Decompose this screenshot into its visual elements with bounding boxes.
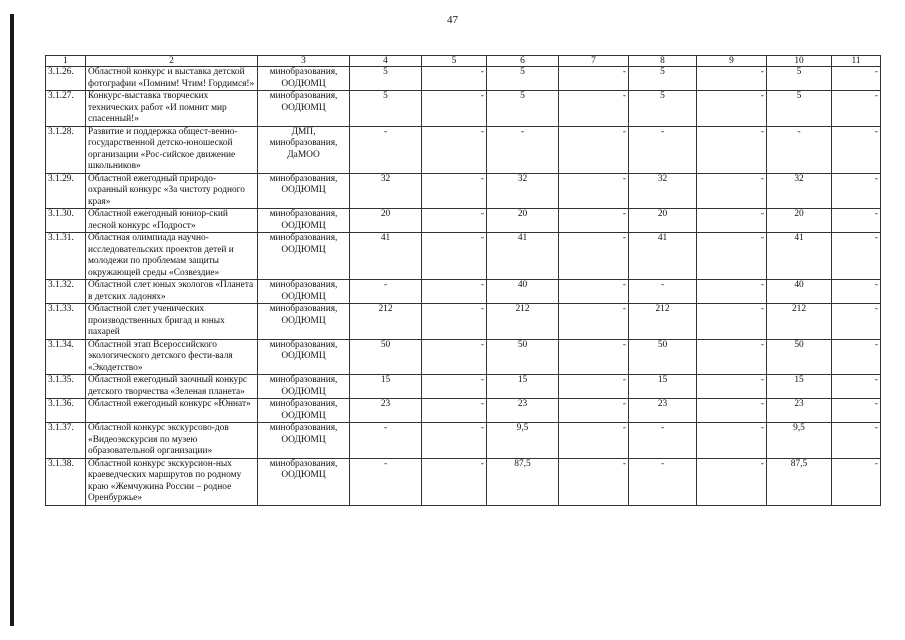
responsible-org: минобразования, ООДЮМЦ <box>258 399 350 423</box>
responsible-org: минобразования, ООДЮМЦ <box>258 304 350 340</box>
header-cell: 11 <box>832 56 881 67</box>
header-cell: 8 <box>629 56 697 67</box>
value-col-7: - <box>559 67 629 91</box>
value-col-4: 212 <box>350 304 422 340</box>
value-col-8: - <box>629 458 697 505</box>
responsible-org: минобразования, ООДЮМЦ <box>258 209 350 233</box>
value-col-4: - <box>350 423 422 459</box>
value-col-7: - <box>559 399 629 423</box>
row-number: 3.1.27. <box>46 91 86 127</box>
responsible-org: минобразования, ООДЮМЦ <box>258 233 350 280</box>
value-col-11: - <box>832 375 881 399</box>
event-name: Областной конкурс экскурсион-ных краеведческих маршрутов по родному краю «Жемчужина России – родное Оренбуржье» <box>86 458 258 505</box>
row-number: 3.1.37. <box>46 423 86 459</box>
value-col-8: 15 <box>629 375 697 399</box>
value-col-6: 41 <box>487 233 559 280</box>
value-col-4: 41 <box>350 233 422 280</box>
value-col-10: 20 <box>767 209 832 233</box>
value-col-7: - <box>559 173 629 209</box>
table-row <box>46 209 881 233</box>
value-col-6: 5 <box>487 91 559 127</box>
value-col-7: - <box>559 233 629 280</box>
value-col-9: - <box>697 304 767 340</box>
table-row <box>46 399 881 423</box>
value-col-11: - <box>832 339 881 375</box>
value-col-10: 41 <box>767 233 832 280</box>
value-col-5: - <box>422 458 487 505</box>
value-col-9: - <box>697 67 767 91</box>
value-col-5: - <box>422 91 487 127</box>
value-col-9: - <box>697 458 767 505</box>
value-col-11: - <box>832 67 881 91</box>
event-name: Областной ежегодный юниор-ский лесной конкурс «Подрост» <box>86 209 258 233</box>
value-col-6: 40 <box>487 280 559 304</box>
header-cell: 6 <box>487 56 559 67</box>
page-number: 47 <box>447 14 458 26</box>
table-row <box>46 173 881 209</box>
value-col-4: 23 <box>350 399 422 423</box>
value-col-6: 212 <box>487 304 559 340</box>
value-col-7: - <box>559 304 629 340</box>
value-col-8: - <box>629 126 697 173</box>
value-col-11: - <box>832 458 881 505</box>
value-col-9: - <box>697 423 767 459</box>
row-number: 3.1.36. <box>46 399 86 423</box>
value-col-11: - <box>832 173 881 209</box>
value-col-8: - <box>629 280 697 304</box>
event-name: Конкурс-выставка творческих технических работ «И помнит мир спасенный!» <box>86 91 258 127</box>
value-col-4: 15 <box>350 375 422 399</box>
value-col-6: 20 <box>487 209 559 233</box>
responsible-org: минобразования, ООДЮМЦ <box>258 280 350 304</box>
table-row <box>46 91 881 127</box>
value-col-7: - <box>559 339 629 375</box>
value-col-7: - <box>559 91 629 127</box>
responsible-org: минобразования, ООДЮМЦ <box>258 375 350 399</box>
value-col-7: - <box>559 458 629 505</box>
value-col-11: - <box>832 280 881 304</box>
value-col-9: - <box>697 91 767 127</box>
value-col-9: - <box>697 126 767 173</box>
value-col-8: 23 <box>629 399 697 423</box>
value-col-7: - <box>559 280 629 304</box>
value-col-6: 15 <box>487 375 559 399</box>
header-cell: 10 <box>767 56 832 67</box>
value-col-11: - <box>832 423 881 459</box>
value-col-5: - <box>422 280 487 304</box>
value-col-5: - <box>422 209 487 233</box>
table-body <box>46 56 881 506</box>
value-col-5: - <box>422 304 487 340</box>
value-col-5: - <box>422 67 487 91</box>
value-col-10: 32 <box>767 173 832 209</box>
value-col-11: - <box>832 209 881 233</box>
table-row <box>46 458 881 505</box>
value-col-9: - <box>697 233 767 280</box>
event-name: Областной конкурс и выставка детской фотографии «Помним! Чтим! Гордимся!» <box>86 67 258 91</box>
value-col-6: 32 <box>487 173 559 209</box>
row-number: 3.1.33. <box>46 304 86 340</box>
value-col-7: - <box>559 423 629 459</box>
value-col-11: - <box>832 126 881 173</box>
value-col-8: 5 <box>629 67 697 91</box>
value-col-5: - <box>422 339 487 375</box>
event-name: Областной слет ученических производственных бригад и юных пахарей <box>86 304 258 340</box>
header-cell: 9 <box>697 56 767 67</box>
responsible-org: минобразования, ООДЮМЦ <box>258 458 350 505</box>
table-row <box>46 67 881 91</box>
value-col-6: 5 <box>487 67 559 91</box>
value-col-10: 40 <box>767 280 832 304</box>
value-col-6: 87,5 <box>487 458 559 505</box>
responsible-org: минобразования, ООДЮМЦ <box>258 173 350 209</box>
value-col-6: 9,5 <box>487 423 559 459</box>
value-col-4: 5 <box>350 91 422 127</box>
header-cell: 1 <box>46 56 86 67</box>
value-col-11: - <box>832 233 881 280</box>
event-name: Областная олимпиада научно-исследовательских проектов детей и молодежи по проблемам защиты окружающей среды «Созвездие» <box>86 233 258 280</box>
value-col-10: 5 <box>767 67 832 91</box>
value-col-8: - <box>629 423 697 459</box>
row-number: 3.1.35. <box>46 375 86 399</box>
event-name: Областной ежегодный конкурс «Юннат» <box>86 399 258 423</box>
value-col-5: - <box>422 233 487 280</box>
responsible-org: минобразования, ООДЮМЦ <box>258 423 350 459</box>
value-col-9: - <box>697 209 767 233</box>
value-col-4: - <box>350 126 422 173</box>
header-cell: 7 <box>559 56 629 67</box>
table-row <box>46 375 881 399</box>
table-row <box>46 339 881 375</box>
event-name: Областной ежегодный природо-охранный конкурс «За чистоту родного края» <box>86 173 258 209</box>
value-col-7: - <box>559 209 629 233</box>
responsible-org: минобразования, ООДЮМЦ <box>258 67 350 91</box>
row-number: 3.1.34. <box>46 339 86 375</box>
value-col-8: 212 <box>629 304 697 340</box>
value-col-8: 50 <box>629 339 697 375</box>
value-col-4: - <box>350 280 422 304</box>
value-col-9: - <box>697 173 767 209</box>
value-col-5: - <box>422 173 487 209</box>
value-col-4: 50 <box>350 339 422 375</box>
value-col-8: 5 <box>629 91 697 127</box>
value-col-4: 20 <box>350 209 422 233</box>
row-number: 3.1.29. <box>46 173 86 209</box>
row-number: 3.1.26. <box>46 67 86 91</box>
value-col-11: - <box>832 304 881 340</box>
value-col-4: 32 <box>350 173 422 209</box>
table-row <box>46 280 881 304</box>
event-name: Областной этап Всероссийского экологического детского фести-валя «Экодетство» <box>86 339 258 375</box>
value-col-11: - <box>832 399 881 423</box>
value-col-10: 15 <box>767 375 832 399</box>
value-col-5: - <box>422 126 487 173</box>
responsible-org: ДМП, минобразования, ДаМОО <box>258 126 350 173</box>
value-col-10: 87,5 <box>767 458 832 505</box>
value-col-9: - <box>697 280 767 304</box>
header-cell: 2 <box>86 56 258 67</box>
program-table <box>45 55 881 506</box>
table-row <box>46 423 881 459</box>
value-col-7: - <box>559 375 629 399</box>
row-number: 3.1.31. <box>46 233 86 280</box>
value-col-8: 32 <box>629 173 697 209</box>
event-name: Областной ежегодный заочный конкурс детского творчества «Зеленая планета» <box>86 375 258 399</box>
event-name: Развитие и поддержка общест-венно-государственной детско-юношеской организации «Рос-сийское движение школьников» <box>86 126 258 173</box>
value-col-8: 41 <box>629 233 697 280</box>
table-row <box>46 304 881 340</box>
header-cell: 4 <box>350 56 422 67</box>
value-col-9: - <box>697 399 767 423</box>
scan-edge-bar <box>10 14 14 626</box>
row-number: 3.1.28. <box>46 126 86 173</box>
value-col-10: 23 <box>767 399 832 423</box>
value-col-6: - <box>487 126 559 173</box>
value-col-5: - <box>422 399 487 423</box>
value-col-10: - <box>767 126 832 173</box>
value-col-6: 23 <box>487 399 559 423</box>
row-number: 3.1.30. <box>46 209 86 233</box>
value-col-10: 9,5 <box>767 423 832 459</box>
event-name: Областной конкурс экскурсово-дов «Видеоэкскурсия по музею образовательной организации» <box>86 423 258 459</box>
header-cell: 5 <box>422 56 487 67</box>
value-col-8: 20 <box>629 209 697 233</box>
header-cell: 3 <box>258 56 350 67</box>
event-name: Областной слет юных экологов «Планета в детских ладонях» <box>86 280 258 304</box>
value-col-5: - <box>422 423 487 459</box>
responsible-org: минобразования, ООДЮМЦ <box>258 339 350 375</box>
value-col-11: - <box>832 91 881 127</box>
value-col-5: - <box>422 375 487 399</box>
value-col-9: - <box>697 339 767 375</box>
value-col-10: 212 <box>767 304 832 340</box>
responsible-org: минобразования, ООДЮМЦ <box>258 91 350 127</box>
value-col-4: - <box>350 458 422 505</box>
header-row <box>46 56 881 67</box>
value-col-10: 50 <box>767 339 832 375</box>
row-number: 3.1.32. <box>46 280 86 304</box>
value-col-6: 50 <box>487 339 559 375</box>
table-row <box>46 126 881 173</box>
row-number: 3.1.38. <box>46 458 86 505</box>
value-col-7: - <box>559 126 629 173</box>
value-col-9: - <box>697 375 767 399</box>
table-row <box>46 233 881 280</box>
value-col-4: 5 <box>350 67 422 91</box>
value-col-10: 5 <box>767 91 832 127</box>
